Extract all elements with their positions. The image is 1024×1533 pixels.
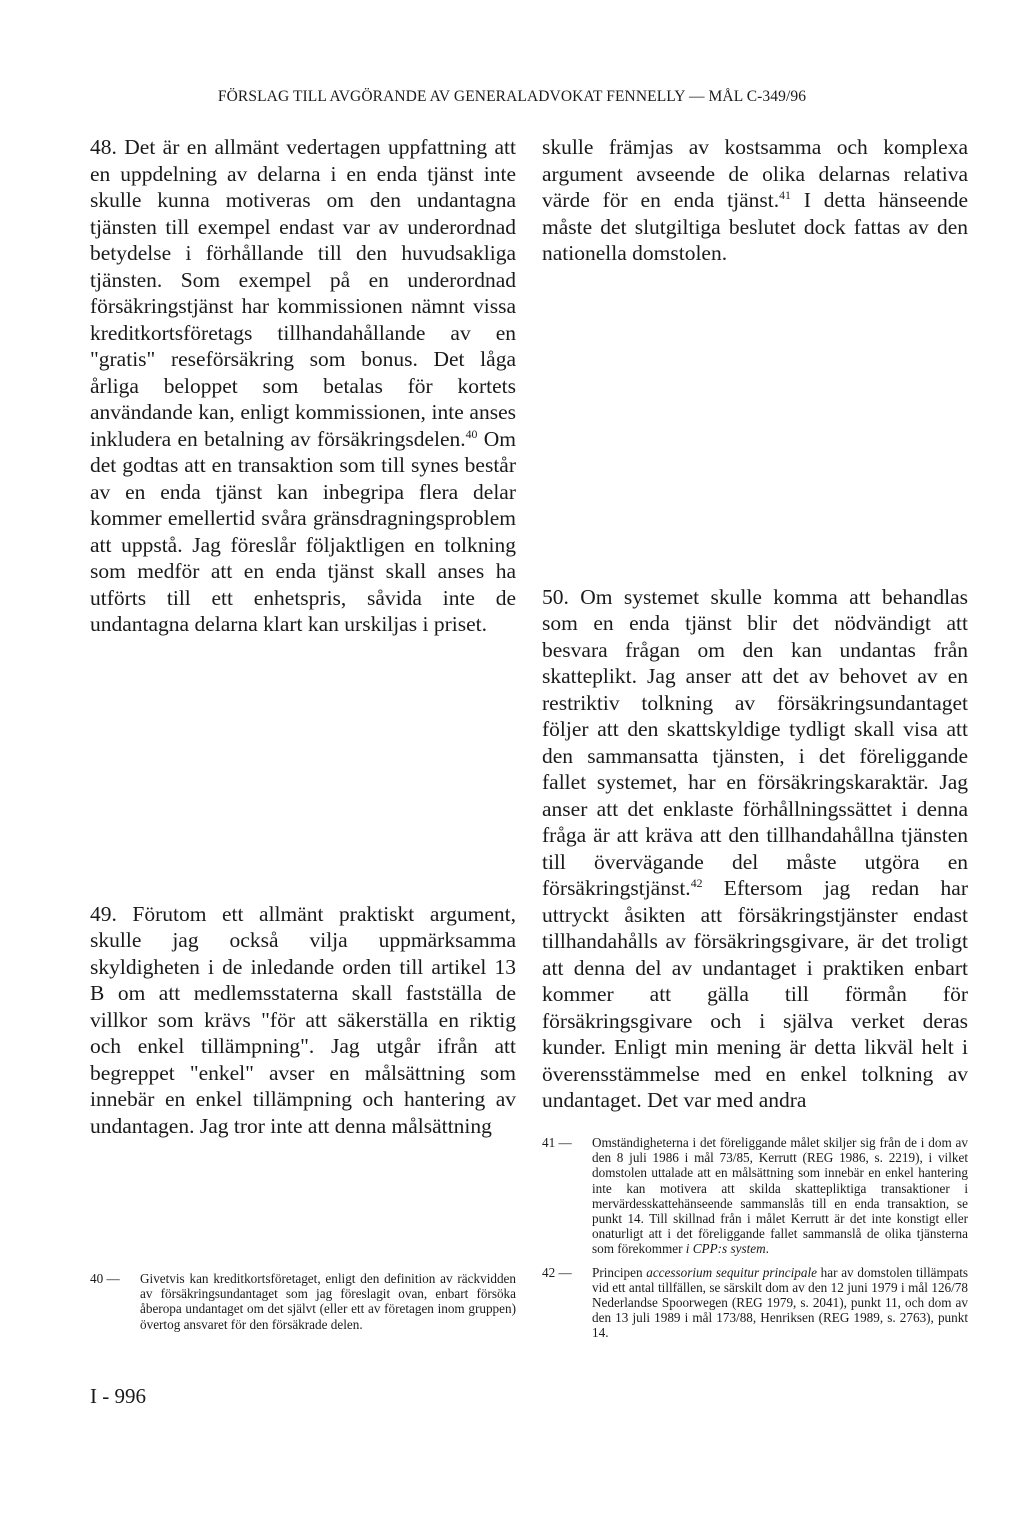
footnote-41 [542, 1135, 968, 1257]
footnote-40 [90, 1271, 516, 1332]
paragraph-48 [90, 134, 516, 638]
paragraph-50 [542, 584, 968, 1114]
paragraph-49-continued [542, 134, 968, 267]
paragraph-49-cont-text-b: I detta hänseende måste det slutgiltiga beslutet dock fattas av den nationella domstolen. [542, 188, 968, 265]
footnote-text [592, 1135, 968, 1257]
footnotes-left [90, 1271, 516, 1334]
footnote-text [592, 1265, 968, 1341]
footnote-number: 41 — [542, 1135, 572, 1150]
paragraph-50-text-a: 50. Om systemet skulle komma att behandlas som en enda tjänst blir det nödvändigt att besvara frågan om den kan undantas från skatteplikt. Jag anser att det av behovet av en restriktiv tolkning av försäkringsundantaget följer att den skattskyldige tydligt skall visa att den sammansatta tjänsten, i det föreliggande fallet systemet, har en försäkringskaraktär. Jag anser att det enklaste förhållningssättet i denna fråga är att kräva att den tillhandahållna tjänsten till övervägande del måste utgöra en försäkringstjänst. [542, 584, 968, 900]
footnote-42 [542, 1265, 968, 1341]
paragraph-49: 49. Förutom ett allmänt praktiskt argument, skulle jag också vilja uppmärksamma skyldigheten i de inledande orden till artikel 13 B om att medlemsstaterna skall fastställa de villkor som krävs "för att säkerställa en riktig och enkel tillämpning". Jag utgår ifrån att begreppet "enkel" avser en målsättning som innebär en enkel tillämpning och hantering av undantagen. Jag tror inte att denna målsättning [90, 901, 516, 1138]
footnote-ref-41[interactable]: 41 [779, 187, 791, 202]
footnote-number: 42 — [542, 1264, 572, 1280]
footnote-text-a: Omständigheterna i det föreliggande målet skiljer sig från de i dom av den 8 juli 1986 i mål 73/85, Kerrutt (REG 1986, s. 2219), i vilket domstolen uttalade att en målsättning som innebär en enkel hantering inte kan motivera att skilda skattepliktiga transaktioner i mervärdesskattehänseende sammanslås till en enda transaktion, se punkt 14. Till skillnad från i målet Kerrutt är det inte konstigt eller onaturligt att i det föreliggande fallet sammanslå de olika tjänsterna som förekommer [592, 1135, 968, 1257]
footnote-text: Givetvis kan kreditkortsföretaget, enligt den definition av räckvidden av försäkringsundantaget som jag föreslagit ovan, enbart försöka åberopa undantaget om det självt (eller ett av företagen inom gruppen) övertog ansvaret för den försäkrade delen. [140, 1271, 516, 1332]
paragraph-48-text-b: Om det godtas att en transaktion som till synes består av en enda tjänst kan inbegripa flera delar kommer emellertid svåra gränsdragningsproblem att uppstå. Jag föreslår följaktligen en tolkning som medför att en enda tjänst skall anses ha utförts till ett enhetspris, såvida inte de undantagna delarna klart kan urskiljas i priset. [90, 426, 516, 636]
footnote-ref-40[interactable]: 40 [465, 426, 478, 441]
right-column [542, 134, 968, 1114]
footnote-text-a: Principen [592, 1264, 647, 1280]
footnote-number: 40 — [90, 1271, 120, 1286]
footnotes-right [542, 1135, 968, 1343]
footnote-text-b: . [765, 1241, 769, 1257]
footnote-text-b: har av domstolen tillämpats vid ett antal tillfällen, se särskilt dom av den 12 juni 1979 i mål 126/78 Nederlandse Spoorwegen (REG 1979, s. 2041), punkt 11, och dom av den 13 juli 1989 i mål 173/88, Henriksen (REG 1989, s. 2763), punkt 14. [592, 1264, 968, 1341]
footnote-text-italic: accessorium sequitur principale [646, 1264, 817, 1280]
left-column [90, 134, 516, 1139]
paragraph-48-text-a: 48. Det är en allmänt vedertagen uppfattning att en uppdelning av delarna i en enda tjänst inte skulle kunna motiveras om den undantagna tjänsten till exempel endast var av underordnad betydelse i förhållande till den huvudsakliga tjänsten. Som exempel på en underordnad försäkringstjänst har kommissionen nämnt vissa kreditkortsföretags tillhandahållande av en "gratis" reseförsäkring som bonus. Det låga årliga beloppet som betalas för kortets användande kan, enligt kommissionen, inte anses inkludera en betalning av försäkringsdelen. [90, 135, 516, 451]
paragraph-50-text-b: Eftersom jag redan har uttryckt åsikten att försäkringstjänster endast tillhandahålls av försäkringsgivare, är det troligt att denna del av undantaget i praktiken enbart kommer att gälla till förmån för försäkringsgivare och i själva verket deras kunder. Enligt min mening är detta likväl helt i överensstämmelse med en enkel tolkning av undantaget. Det var med andra [542, 876, 968, 1112]
running-header: FÖRSLAG TILL AVGÖRANDE AV GENERALADVOKAT FENNELLY — MÅL C-349/96 [217, 88, 807, 105]
page-number: I - 996 [90, 1384, 146, 1408]
paragraph-49-cont-text-a: skulle främjas av kostsamma och komplexa argument avseende de olika delarnas relativa värde för en enda tjänst. [542, 135, 968, 212]
column-gap [90, 638, 516, 901]
column-gap [542, 267, 968, 584]
footnote-text-italic: i CPP:s system [685, 1241, 766, 1257]
footnote-ref-42[interactable]: 42 [690, 875, 703, 890]
